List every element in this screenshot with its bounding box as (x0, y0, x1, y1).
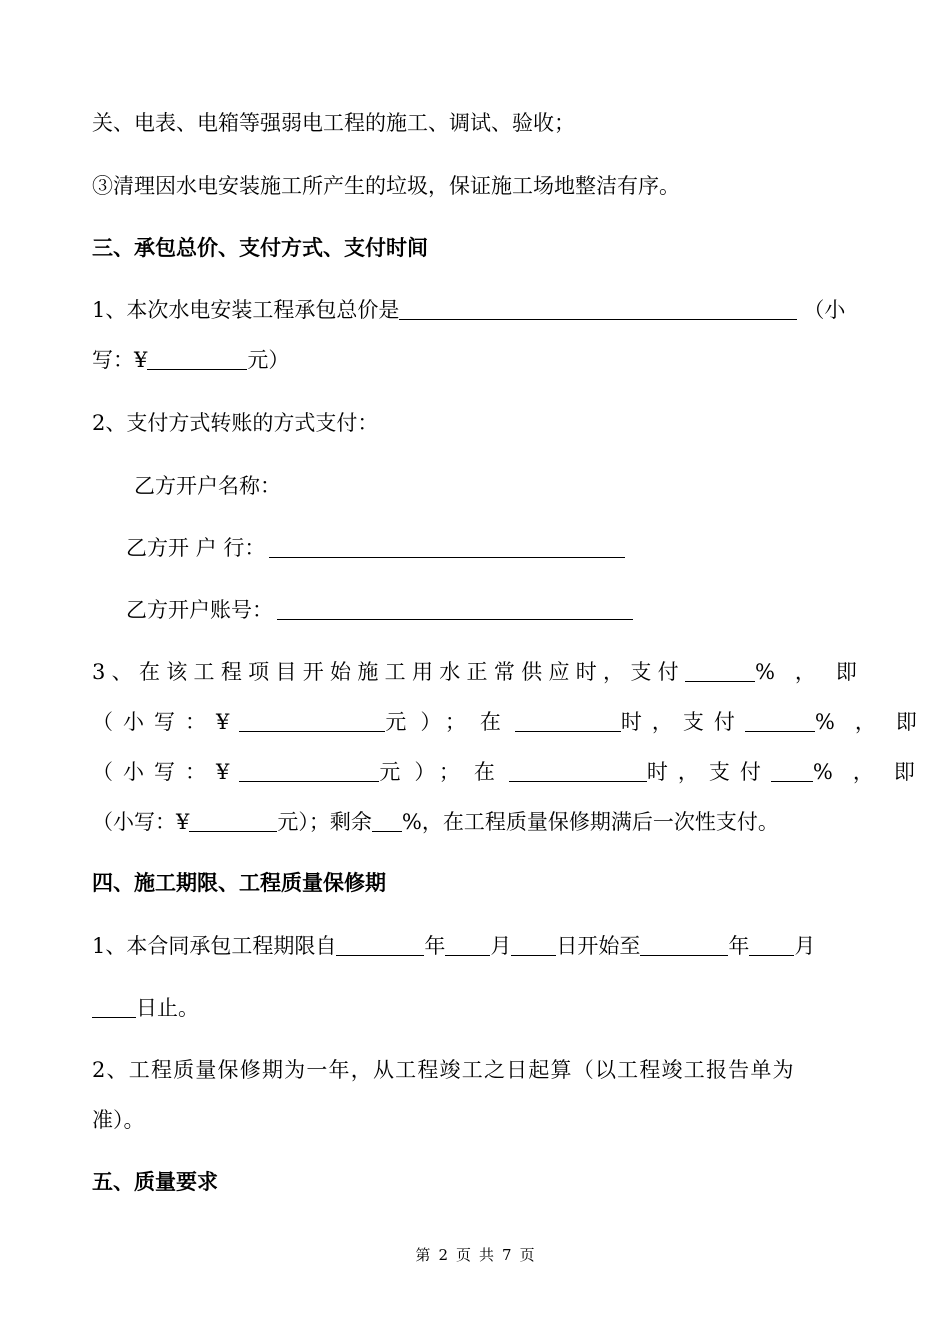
text-group (745, 707, 937, 737)
footer-text: 第 (415, 1246, 431, 1264)
total-price-blank[interactable] (399, 297, 797, 320)
text: %，在工程质量保修期满后一次性支付。 (401, 810, 779, 834)
time-blank[interactable] (509, 759, 647, 782)
payment-method-line: 2、支付方式转账的方式支付： (92, 411, 379, 435)
text-group (515, 707, 745, 737)
text: 日止。 (136, 996, 199, 1020)
text: 时，支付 (620, 710, 745, 734)
page-number: 2 (438, 1246, 448, 1264)
text: （小写：¥ (92, 710, 240, 734)
account-name-label: 乙方开户名称： (134, 474, 281, 498)
paragraph-line: ③清理因水电安装施工所产生的垃圾，保证施工场地整洁有序。 (92, 174, 680, 198)
bank-line (126, 533, 625, 563)
amount-blank[interactable] (239, 709, 385, 732)
text: 元）；在 (385, 710, 515, 734)
page-total: 7 (502, 1246, 512, 1264)
day-blank[interactable] (511, 933, 556, 956)
text: 时，支付 (646, 760, 771, 784)
account-number-blank[interactable] (277, 597, 633, 620)
year-blank[interactable] (336, 933, 424, 956)
text: 年 (424, 934, 446, 958)
bank-label: 乙方开 户 行： (126, 536, 266, 560)
total-price-line (92, 295, 858, 325)
warranty-line: 2、工程质量保修期为一年，从工程竣工之日起算（以工程竣工报告单为 (92, 1058, 795, 1082)
section-heading-4: 四、施工期限、工程质量保修期 (92, 871, 386, 895)
text: 月 (490, 934, 512, 958)
text: 元）；在 (379, 760, 509, 784)
payment-schedule-line-1 (92, 657, 877, 687)
footer-text: 页 (519, 1246, 535, 1264)
text-group (92, 757, 379, 787)
text: 元） (247, 348, 290, 372)
text: 年 (728, 934, 750, 958)
text-group (771, 757, 935, 787)
text: （小写：¥ (92, 810, 190, 834)
payment-schedule-line-2 (92, 707, 937, 737)
account-number-line (126, 595, 633, 625)
section-heading-3: 三、承包总价、支付方式、支付时间 (92, 236, 428, 260)
page-footer (0, 1243, 950, 1267)
month-blank[interactable] (749, 933, 794, 956)
bank-blank[interactable] (269, 535, 625, 558)
text: %，即 (812, 760, 935, 784)
month-blank[interactable] (445, 933, 490, 956)
paragraph-line: 关、电表、电箱等强弱电工程的施工、调试、验收； (92, 111, 575, 135)
text-group (92, 707, 385, 737)
text: （小 (803, 298, 846, 322)
period-line-end (92, 993, 199, 1023)
percent-blank[interactable] (685, 659, 755, 682)
day-blank[interactable] (92, 995, 136, 1018)
amount-blank[interactable] (189, 809, 277, 832)
text: 1、本次水电安装工程承包总价是 (92, 298, 400, 322)
total-price-lowercase-line (92, 345, 289, 375)
amount-blank[interactable] (147, 347, 247, 370)
percent-blank[interactable] (372, 809, 402, 832)
text: 日开始至 (556, 934, 641, 958)
text: （小写：¥ (92, 760, 240, 784)
payment-schedule-line-3 (92, 757, 935, 787)
account-number-label: 乙方开户账号： (126, 598, 273, 622)
footer-text: 共 (479, 1246, 495, 1264)
text-group (509, 757, 771, 787)
text: 3、在该工程项目开始施工用水正常供应时，支付 (92, 660, 685, 684)
text: 1、本合同承包工程期限自 (92, 934, 337, 958)
payment-schedule-line-4 (92, 807, 779, 837)
amount-blank[interactable] (239, 759, 379, 782)
text: 写：¥ (92, 348, 148, 372)
text-group (685, 657, 877, 687)
year-blank[interactable] (640, 933, 728, 956)
text: 元）；剩余 (277, 810, 372, 834)
warranty-line-end: 准）。 (92, 1108, 145, 1132)
text: %，即 (814, 710, 937, 734)
section-heading-5: 五、质量要求 (92, 1170, 218, 1194)
text: 月 (794, 934, 816, 958)
percent-blank[interactable] (745, 709, 815, 732)
text: %，即 (754, 660, 877, 684)
footer-text: 页 (455, 1246, 471, 1264)
percent-blank[interactable] (771, 759, 813, 782)
time-blank[interactable] (515, 709, 621, 732)
period-line (92, 931, 815, 961)
